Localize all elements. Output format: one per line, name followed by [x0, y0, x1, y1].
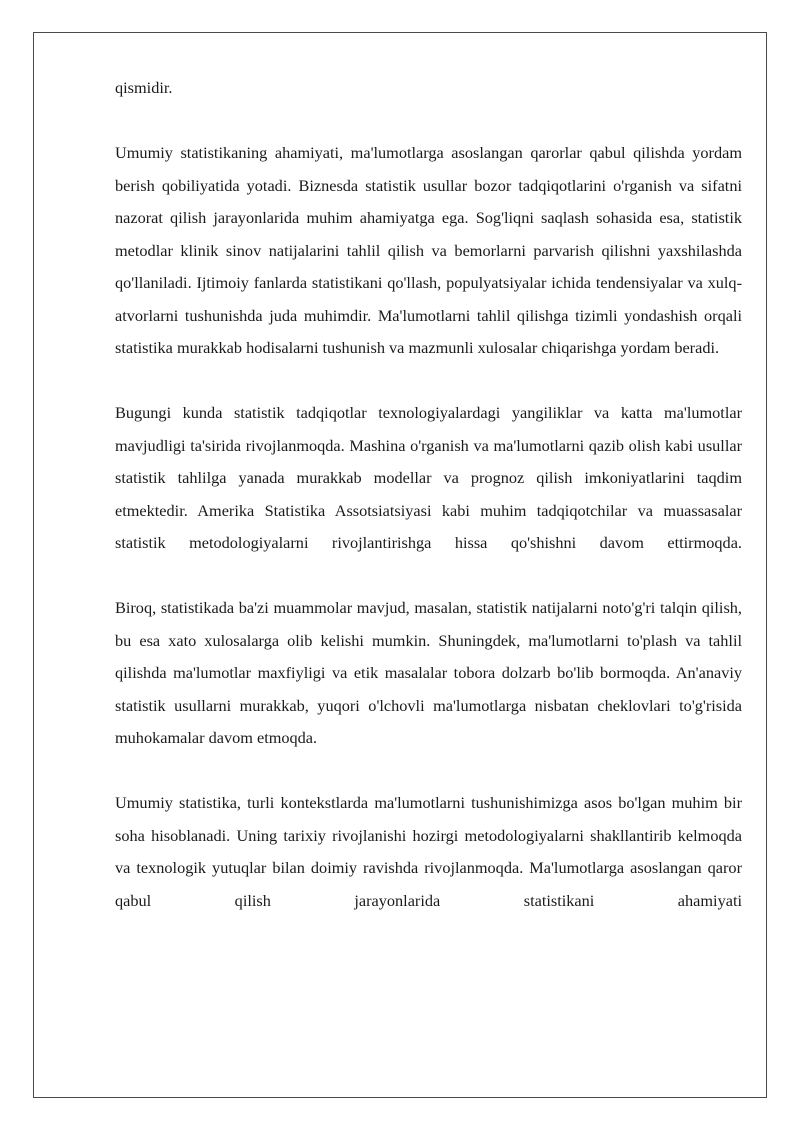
- paragraph-conclusion: Umumiy statistika, turli kontekstlarda ma'lumotlarni tushunishimizga asos bo'lgan muhim bir soha hisoblanadi. Uning tarixiy rivojlanishi hozirgi metodologiyalarni shakllantirib kelmoqda va texnologik yutuqlar bilan doimiy ravishda rivojlanmoqda. Ma'lumotlarga asoslangan qaror qabul qilish jarayonlarida statistikani ahamiyati: [115, 793, 742, 910]
- document-body: [115, 72, 742, 950]
- paragraph-continuation: qismidir.: [115, 78, 173, 97]
- paragraph-modern-research: Bugungi kunda statistik tadqiqotlar texnologiyalardagi yangiliklar va katta ma'lumotlar mavjudligi ta'sirida rivojlanmoqda. Mashina o'rganish va ma'lumotlarni qazib olish kabi usullar statistik tahlilga yanada murakkab modellar va prognoz qilish imkoniyatlarini taqdim etmektedir. Amerika Statistika Assotsiatsiyasi kabi muhim tadqiqotchilar va muassasalar statistik metodologiyalarni rivojlantirishga hissa qo'shishni davom ettirmoqda.: [115, 403, 742, 552]
- paragraph-challenges: Biroq, statistikada ba'zi muammolar mavjud, masalan, statistik natijalarni noto'g'ri talqin qilish, bu esa xato xulosalarga olib kelishi mumkin. Shuningdek, ma'lumotlarni to'plash va tahlil qilishda ma'lumotlar maxfiyligi va etik masalalar tobora dolzarb bo'lib bormoqda. An'anaviy statistik usullarni murakkab, yuqori o'lchovli ma'lumotlarga nisbatan cheklovlari to'g'risida muhokamalar davom etmoqda.: [115, 598, 742, 747]
- paragraph-importance: Umumiy statistikaning ahamiyati, ma'lumotlarga asoslangan qarorlar qabul qilishda yordam berish qobiliyatida yotadi. Biznesda statistik usullar bozor tadqiqotlarini o'rganish va sifatni nazorat qilish jarayonlarida muhim ahamiyatga ega. Sog'liqni saqlash sohasida esa, statistik metodlar klinik sinov natijalarini tahlil qilish va bemorlarni parvarish qilishni yaxshilashda qo'llaniladi. Ijtimoiy fanlarda statistikani qo'llash, populyatsiyalar ichida tendensiyalar va xulq-atvorlarni tushunishda juda muhimdir. Ma'lumotlarni tahlil qilishga tizimli yondashish orqali statistika murakkab hodisalarni tushunish va mazmunli xulosalar chiqarishga yordam beradi.: [115, 143, 742, 357]
